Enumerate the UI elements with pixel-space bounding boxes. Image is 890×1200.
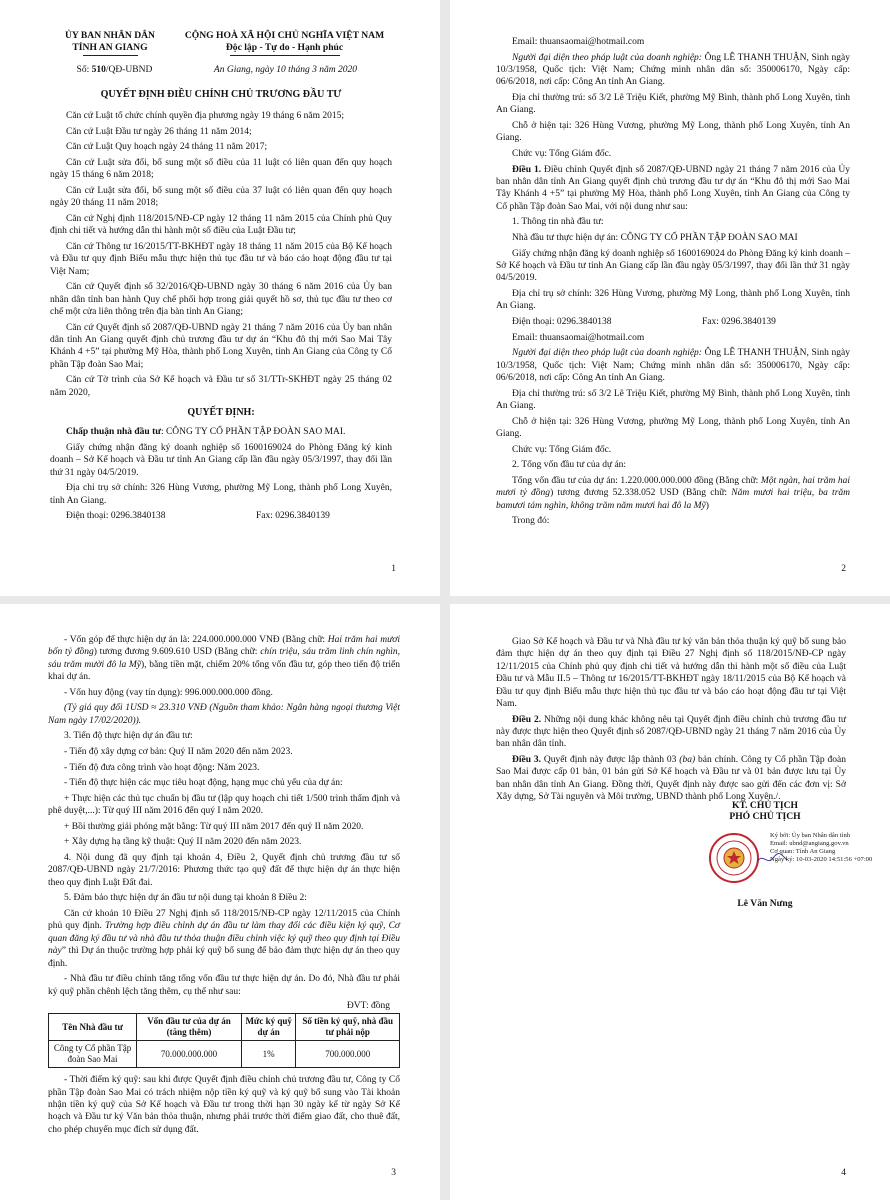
equity-text: - Vốn góp để thực hiện dự án là: 224.000.000.000 VNĐ (Bằng chữ: [64, 635, 328, 645]
section-heading: 3. Tiến độ thực hiện dự án đầu tư: [64, 731, 193, 742]
equity-words-usd: chín triệu, sáu trăm linh chín nghìn, sáu trăm mười đô la Mỹ [48, 647, 401, 670]
article-label: Điều 3. [512, 755, 542, 766]
doc-no-prefix: Số: [76, 65, 90, 75]
exchange-rate-note: (Tỷ giá quy đổi 1USD ≈ 23.310 VNĐ (Nguồn tham khảo: Ngân hàng ngoại thương Việt Nam ngày 17/02/2020)). [48, 703, 400, 726]
equity-words: Hai trăm hai mươi bốn tỷ đồng [48, 635, 400, 658]
table-row [49, 1041, 400, 1068]
table-cell: Công ty Cổ phần Tập đoàn Sao Mai [49, 1041, 137, 1068]
equity-capital [48, 634, 400, 684]
document-header [50, 30, 392, 59]
total-capital [496, 475, 850, 512]
signer-name: Lê Văn Nưng [737, 898, 793, 909]
table-cell: 700.000.000 [296, 1041, 400, 1068]
section-heading: 2. Tổng vốn đầu tư của dự án: [512, 460, 627, 471]
capital-words: Một ngàn, hai trăm hai mươi tỷ đồng [496, 475, 850, 499]
schedule-item: - Tiến độ xây dựng cơ bản: Quý II năm 2020 đến năm 2023. [64, 747, 293, 757]
document-page-1 [0, 0, 440, 596]
table-header-cell: Tên Nhà đầu tư [49, 1014, 137, 1041]
section-heading: 4. Nội dung đã quy định tại khoản 4, Điều 2, Quyết định chủ trương đầu tư số 2087/QĐ-UBND ngày 21/7/2016: Phương thức tạo quỹ đất để thực hiện dự án thực hiện theo quy định Luật Đất đai. [48, 852, 400, 888]
legal-basis-item: Căn cứ Luật Quy hoạch ngày 24 tháng 11 năm 2017; [66, 142, 268, 153]
section-heading: 1. Thông tin nhà đầu tư: [512, 217, 604, 228]
deposit-requirement: - Nhà đầu tư điều chỉnh tăng tổng vốn đầu tư thực hiện dự án. Do đó, Nhà đầu tư phải ký quỹ phần chênh lệch tăng thêm, cụ thể như sau: [48, 974, 400, 997]
current-address: Chỗ ở hiện tại: 326 Hùng Vương, phường Mỹ Long, thành phố Long Xuyên, tỉnh An Giang. [496, 416, 850, 439]
legal-basis-item: Căn cứ Luật sửa đổi, bổ sung một số điều của 11 luật có liên quan đến quy hoạch ngày 15 tháng 6 năm 2018; [50, 157, 392, 181]
capital-text: ) [705, 500, 709, 511]
schedule-item: - Tiến độ đưa công trình vào hoạt động: Năm 2023. [64, 762, 260, 773]
phone-text: Điện thoại: 0296.3840138 [512, 317, 612, 327]
legal-basis-item: Căn cứ Thông tư 16/2015/TT-BKHĐT ngày 18 tháng 11 năm 2015 của Bộ Kế hoạch và Đầu tư quy định Biểu mẫu thực hiện thủ tục đầu tư và báo cáo hoạt động đầu tư tại Việt Nam; [50, 241, 392, 277]
authority-line-2: TỈNH AN GIANG [72, 42, 148, 53]
business-certificate: Giấy chứng nhận đăng ký doanh nghiệp số 1600169024 do Phòng Đăng ký kinh doanh – Sở Kế hoạch và Đầu tư tỉnh An Giang cấp lần đầu ngày 05/3/1997, thay đổi lần thứ 31 ngày 04/5/2019. [496, 248, 850, 284]
table-cell: 1% [241, 1041, 296, 1068]
article-text: Những nội dung khác không nêu tại Quyết định điều chỉnh chủ trương đầu tư này được thực hiện theo Quyết định số 2087/QĐ-UBND ngày 21 tháng 7 năm 2016 của Ủy ban nhân dân tỉnh. [496, 714, 847, 750]
schedule-item: + Xây dựng hạ tầng kỹ thuật: Quý II năm 2020 đến năm 2023. [64, 837, 302, 848]
head-office-address: Địa chỉ trụ sở chính: 326 Hùng Vương, phường Mỹ Long, thành phố Long Xuyên, tỉnh An Giang. [496, 289, 850, 312]
legal-representative [496, 52, 850, 89]
document-number-row [50, 65, 392, 75]
permanent-address: Địa chỉ thường trú: số 3/2 Lê Triệu Kiết, phường Mỹ Bình, thành phố Long Xuyên, tỉnh An Giang. [496, 388, 850, 411]
contact-row [496, 316, 850, 328]
deposit-basis-quote: Trường hợp điều chỉnh dự án đầu tư làm thay đổi các điều kiện ký quỹ, Cơ quan đăng ký đầu tư và nhà đầu tư thỏa thuận điều chỉnh việc ký quỹ theo quy định tại Điều này [48, 921, 401, 957]
page-number: 2 [841, 564, 846, 574]
equity-text: ), bằng tiền mặt, chiếm 20% tổng vốn đầu tư, góp theo tiến độ triển khai dự án. [48, 659, 400, 683]
legal-representative [496, 347, 850, 384]
deposit-basis-text: Căn cứ khoản 10 Điều 27 Nghị định số 118/2015/NĐ-CP ngày 12/11/2015 của Chính phủ quy định. [48, 908, 400, 932]
table-header-cell: Mức ký quỹ dự án [241, 1014, 296, 1041]
rep-label: Người đại diện theo pháp luật của doanh nghiệp: [512, 52, 702, 63]
signer-title-2: PHÓ CHỦ TỊCH [729, 811, 801, 822]
deposit-table [48, 1013, 400, 1068]
article-3 [496, 754, 846, 804]
investor-name: Nhà đầu tư thực hiện dự án: CÔNG TY CỔ PHẦN TẬP ĐOÀN SAO MAI [512, 233, 798, 243]
decision-heading: QUYẾT ĐỊNH: [187, 407, 255, 419]
capital-words-usd: Năm mươi hai triệu, ba trăm bamươi tám nghìn, không trăm năm mươi hai đô la Mỹ [496, 488, 850, 511]
current-address: Chỗ ở hiện tại: 326 Hùng Vương, phường Mỹ Long, thành phố Long Xuyên, tỉnh An Giang. [496, 121, 850, 144]
article-2 [496, 714, 846, 751]
schedule-item: - Tiến độ thực hiện các mục tiêu hoạt động, hạng mục chủ yếu của dự án: [64, 778, 343, 789]
head-office-address: Địa chỉ trụ sở chính: 326 Hùng Vương, phường Mỹ Long, thành phố Long Xuyên, tỉnh An Giang. [50, 483, 392, 506]
table-header-cell: Vốn đầu tư của dự án (tăng thêm) [137, 1014, 242, 1041]
capital-text: ) tương đương 52.338.052 USD (Bằng chữ: [550, 488, 732, 499]
rep-text: Ông LÊ THANH THUẬN, Sinh ngày 10/3/1958, Quốc tịch: Việt Nam; Chứng minh nhân dân số: 350006170, Ngày cấp: 06/6/2018, nơi cấp: Công An tỉnh An Giang. [496, 348, 850, 383]
phone-text: Điện thoại: 0296.3840138 [66, 511, 166, 522]
approve-value: : CÔNG TY CỔ PHẦN TẬP ĐOÀN SAO MAI. [160, 427, 346, 438]
loan-capital: - Vốn huy động (vay tín dụng): 996.000.000.000 đồng. [64, 687, 273, 698]
issuing-authority [50, 30, 170, 59]
article-label: Điều 2. [512, 714, 542, 725]
fax-text: Fax: 0296.3840139 [702, 317, 776, 327]
digital-signature-info: Ký bởi: Ủy ban Nhân dân tỉnh Email: ubnd@angiang.gov.vn Cơ quan: Tỉnh An Giang Ngày ký: 10-03-2020 14:51:56 +07:00 [770, 832, 873, 863]
article-text: Điều chỉnh Quyết định số 2087/QĐ-UBND ngày 21 tháng 7 năm 2016 của Ủy ban nhân dân tỉnh An Giang quyết định chủ trương đầu tư dự án “Khu đô thị mới Sao Mai Tây Khánh 4 +5” tại phường Mỹ Hòa, thành phố Long Xuyên, tỉnh An Giang của Công ty Cổ phần Tập đoàn Sao Mai, với nội dung như sau: [496, 164, 851, 212]
rep-text: Ông LÊ THANH THUẬN, Sinh ngày 10/3/1958, Quốc tịch: Việt Nam; Chứng minh nhân dân số: 350006170, Ngày cấp: 06/6/2018, nơi cấp: Công An tỉnh An Giang. [496, 52, 850, 88]
table-header-row [49, 1014, 400, 1041]
national-motto: Độc lập - Tự do - Hạnh phúc [225, 42, 344, 53]
equity-text: ) tương đương 9.609.610 USD (Bằng chữ: [93, 647, 261, 658]
position: Chức vụ: Tổng Giám đốc. [512, 149, 612, 159]
doc-no-value: 510 [91, 65, 106, 75]
table-body [49, 1041, 400, 1068]
capital-text: Tổng vốn đầu tư của dự án: 1.220.000.000.000 đồng (Bằng chữ: [512, 475, 761, 486]
document-page-2 [450, 0, 890, 596]
table-header-cell: Số tiền ký quỹ, nhà đầu tư phải nộp [296, 1014, 400, 1041]
contact-row [50, 510, 392, 522]
assignment-paragraph: Giao Sở Kế hoạch và Đầu tư và Nhà đầu tư ký văn bản thỏa thuận ký quỹ bổ sung bảo đảm thực hiện dự án theo quy định tại Điều 27 Nghị định số 118/2015/NĐ-CP ngày 12/11/2015 của Chính phủ quy định chi tiết và hướng dẫn thi hành một số điều của Luật Đầu tư và Mẫu II.5 – Thông tư 16/2015/TT-BKHĐT ngày 18/11/2015 của Bộ Kế hoạch và Đầu tư quy định Biểu mẫu thực hiện thủ tục đầu tư và báo cáo hoạt động đầu tư tại Việt Nam. [496, 637, 846, 710]
document-page-4 [450, 604, 890, 1200]
page-number: 4 [841, 1168, 846, 1178]
legal-basis-item: Căn cứ Tờ trình của Sở Kế hoạch và Đầu tư số 31/TTr-SKHĐT ngày 25 tháng 02 năm 2020, [50, 375, 392, 398]
page-number: 1 [391, 564, 396, 574]
article-text: bản chính. Công ty Cổ phần Tập đoàn Sao Mai được cấp 01 bản, 01 bản gửi Sở Kế hoạch và Đầu tư và 01 bản được lưu tại Ủy ban nhân dân tỉnh An Giang. Đồng thời, Quyết định này được sao gửi đến các đơn vị: Sở Xây dựng, Sở Tài nguyên và Môi trường, UBND thành phố Long Xuyên./. [496, 755, 846, 803]
legal-basis-item: Căn cứ Nghị định 118/2015/NĐ-CP ngày 12 tháng 11 năm 2015 của Chính phủ Quy định chi tiết và hướng dẫn thi hành một số điều của Luật Đầu tư; [50, 213, 392, 237]
deposit-deadline: - Thời điểm ký quỹ: sau khi được Quyết định điều chỉnh chủ trương đầu tư, Công ty Cổ phần Tập đoàn Sao Mai có trách nhiệm nộp tiền ký quỹ và ký quỹ bổ sung vào Tài khoản nhận tiền ký quỹ của Sở Kế hoạch và Đầu tư trong thời hạn 30 ngày kể từ ngày Sở Kế hoạch và Đầu tư ký Văn bản thỏa thuận, nhưng phải trước thời điểm giao đất, cho thuê đất, cho phép chuyển mục đích sử dụng đất. [48, 1075, 400, 1135]
divider [230, 55, 340, 56]
authority-line-1: ỦY BAN NHÂN DÂN [65, 30, 155, 41]
schedule-item: + Bồi thường giải phóng mặt bằng: Từ quý III năm 2017 đến quý II năm 2020. [64, 821, 364, 832]
legal-basis-item: Căn cứ Luật Đầu tư ngày 26 tháng 11 năm 2014; [66, 126, 252, 137]
schedule-item: + Thực hiện các thủ tục chuẩn bị đầu tư (lập quy hoạch chi tiết 1/500 trình thẩm định và phê duyệt,...): Từ quý III năm 2016 đến quý I năm 2020. [48, 793, 400, 817]
unit-label: ĐVT: đồng [346, 1001, 390, 1012]
approve-label: Chấp thuận nhà đầu tư [66, 427, 161, 438]
business-certificate: Giấy chứng nhận đăng ký doanh nghiệp số 1600169024 do Phòng Đăng ký kinh doanh – Sở Kế hoạch và Đầu tư tỉnh An Giang cấp lần đầu ngày 05/3/1997, thay đổi lần thứ 31 ngày 04/5/2019. [50, 442, 392, 478]
legal-basis-item: Căn cứ Quyết định số 2087/QĐ-UBND ngày 21 tháng 7 năm 2016 của Ủy ban nhân dân tỉnh An Giang quyết định chủ trương đầu tư dự án “Khu đô thị mới Sao Mai Tây Khánh 4 +5” tại phường Mỹ Hòa, thành phố Long Xuyên, tỉnh An Giang của Công ty Cổ phần Tập đoàn Sao Mai; [50, 322, 392, 370]
official-seal-icon [708, 832, 760, 884]
rep-label: Người đại diện theo pháp luật của doanh nghiệp: [512, 348, 702, 359]
table-cell: 70.000.000.000 [137, 1041, 242, 1068]
fax-text: Fax: 0296.3840139 [256, 511, 330, 522]
legal-basis-item: Căn cứ Luật tổ chức chính quyền địa phương ngày 19 tháng 6 năm 2015; [66, 111, 344, 121]
deposit-basis [48, 908, 400, 970]
divider [83, 55, 138, 56]
permanent-address: Địa chỉ thường trú: số 3/2 Lê Triệu Kiết, phường Mỹ Bình, thành phố Long Xuyên, tỉnh An Giang. [496, 93, 850, 116]
section-heading: 5. Đảm bảo thực hiện dự án đầu tư nội dung tại khoản 8 Điều 2: [64, 893, 307, 904]
deposit-basis-text: ” thì Dự án thuộc trường hợp phải ký quỹ bổ sung để bảo đảm thực hiện dự án theo quy định. [48, 946, 400, 969]
document-date: An Giang, ngày 10 tháng 3 năm 2020 [213, 65, 357, 75]
national-title: CỘNG HOÀ XÃ HỘI CHỦ NGHĨA VIỆT NAM [184, 30, 385, 41]
email-text: Email: thuansaomai@hotmail.com [512, 37, 645, 47]
document-title: QUYẾT ĐỊNH ĐIỀU CHỈNH CHỦ TRƯƠNG ĐẦU TƯ [100, 89, 342, 100]
legal-basis-item: Căn cứ Luật sửa đổi, bổ sung một số điều của 37 luật có liên quan đến quy hoạch ngày 20 tháng 11 năm 2018; [50, 185, 392, 209]
in-which-label: Trong đó: [512, 516, 550, 527]
document-page-3 [0, 604, 440, 1200]
document-number [50, 65, 179, 75]
email-text: Email: thuansaomai@hotmail.com [512, 332, 645, 343]
article-text-italic: (ba) [679, 755, 696, 766]
doc-no-suffix: /QĐ-UBND [105, 65, 153, 75]
article-label: Điều 1. [512, 164, 542, 175]
position: Chức vụ: Tổng Giám đốc. [512, 444, 612, 455]
signer-title-1: KT. CHỦ TỊCH [731, 800, 798, 811]
legal-basis-list [50, 110, 392, 399]
legal-basis-item: Căn cứ Quyết định số 32/2016/QĐ-UBND ngày 30 tháng 6 năm 2016 của Ủy ban nhân dân tỉnh ban hành Quy chế phối hợp trong giải quyết hồ sơ, thủ tục đầu tư theo cơ chế một cửa liên thông trên địa bàn tỉnh An Giang; [50, 282, 392, 317]
national-heading [177, 30, 392, 59]
approve-investor [50, 426, 392, 438]
article-text: Quyết định này được lập thành 03 [541, 755, 680, 766]
article-1 [496, 164, 850, 214]
signature-block [680, 800, 850, 822]
page-number: 3 [391, 1168, 396, 1178]
